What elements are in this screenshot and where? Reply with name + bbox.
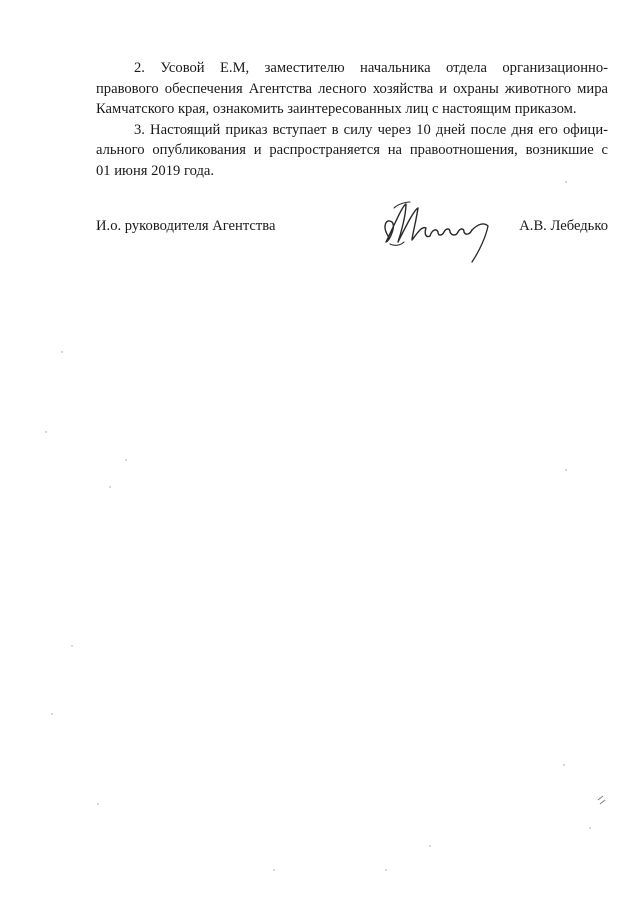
paragraph-line: правового обеспечения Агентства лесного хозяйства и охраны животного мира (96, 80, 608, 97)
document-body (96, 58, 608, 181)
signature-block (96, 218, 608, 278)
signer-title: И.о. руководителя Агентства (96, 218, 276, 234)
handwritten-signature (376, 196, 501, 271)
signer-name: А.В. Лебедько (519, 218, 608, 234)
paragraph-3 (96, 120, 608, 182)
paragraph-line: 3. Настоящий приказ вступает в силу через 10 дней после дня его офици- (134, 121, 608, 138)
paragraph-line: ального опубликования и распространяется на правоотношения, возникшие с (96, 142, 608, 158)
paragraph-line: 01 июня 2019 года. (96, 162, 215, 179)
paragraph-line: 2. Усовой Е.М, заместителю начальника отдела организационно- (134, 60, 608, 76)
paragraph-2 (96, 58, 608, 120)
paragraph-line: Камчатского края, ознакомить заинтересованных лиц с настоящим приказом. (96, 101, 577, 117)
